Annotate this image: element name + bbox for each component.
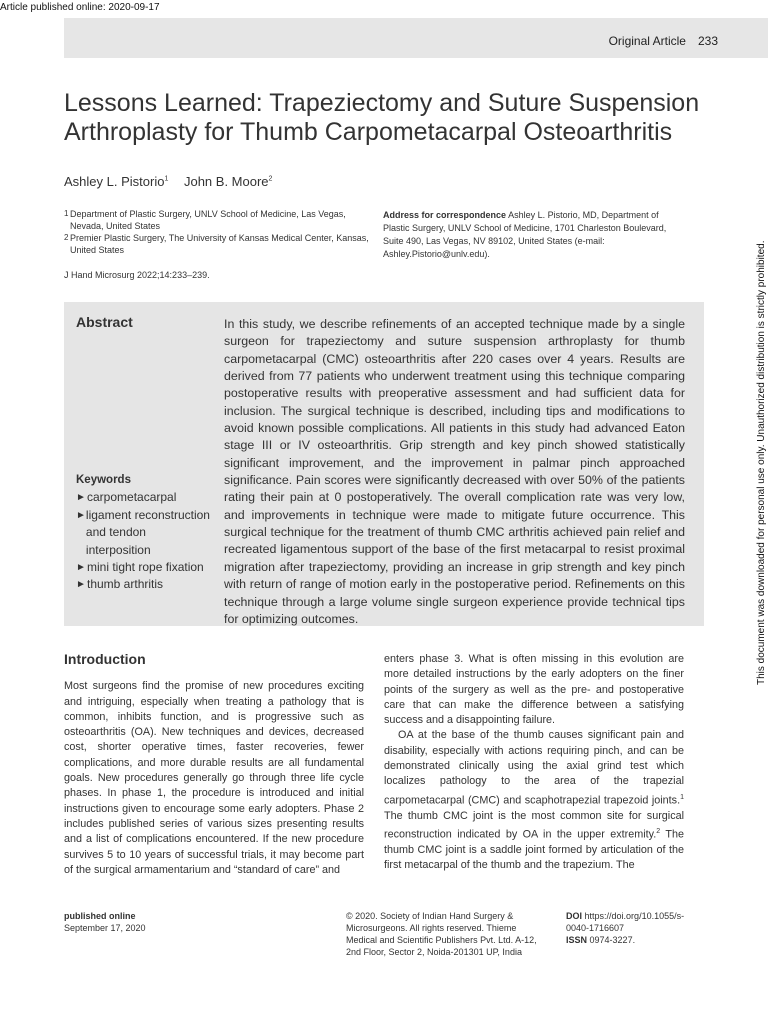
doi-label: DOI xyxy=(566,911,583,921)
body-column-right xyxy=(384,652,684,873)
keyword-item[interactable] xyxy=(76,559,211,576)
affiliation-number: 2 xyxy=(64,233,69,242)
footer-published xyxy=(64,910,146,934)
keyword-text: carpometacarpal xyxy=(87,490,177,505)
reference-marker[interactable]: 1 xyxy=(680,793,684,801)
affiliations xyxy=(64,208,374,256)
keyword-text: mini tight rope fixation xyxy=(87,560,204,575)
affiliation-text: Premier Plastic Surgery, The University of Kansas Medical Center, Kansas, United States xyxy=(70,233,369,255)
keyword-item[interactable] xyxy=(76,576,211,593)
keywords-heading: Keywords xyxy=(76,474,131,486)
affiliation-number: 1 xyxy=(64,209,69,218)
arrow-right-icon: ► xyxy=(76,492,86,504)
body-paragraph xyxy=(384,728,684,873)
published-online-note: Article published online: 2020-09-17 xyxy=(0,2,160,13)
body-paragraph: enters phase 3. What is often missing in this evolution are more detailed instructions by the early adopters on the finer points of the surgery as well as the pre- and postoperative care that can make the difference between a satisfying success and a disappointing failure. xyxy=(384,653,684,727)
footer-identifiers xyxy=(566,910,706,946)
download-notice xyxy=(754,240,768,685)
paragraph-segment: The thumb CMC joint is a saddle joint formed by articulation of the first metacarpal of the thumb and the trapezium. The xyxy=(384,828,684,872)
section-label: Original Article xyxy=(608,34,686,48)
abstract-heading: Abstract xyxy=(76,314,133,330)
published-date: September 17, 2020 xyxy=(64,923,146,933)
author-affil-ref: 2 xyxy=(268,175,273,183)
correspondence-block xyxy=(383,209,683,261)
arrow-right-icon: ► xyxy=(76,562,86,574)
correspondence-text: Ashley L. Pistorio, MD, Department of Plastic Surgery, UNLV School of Medicine, 1701 Charleston Boulevard, Suite 490, Las Vegas, NV 89102, United States (e-mail: Ashley.Pistorio@unlv.edu). xyxy=(383,210,667,259)
paragraph-segment: The thumb CMC joint is the most common site for surgical reconstruction indicated by OA in the upper extremity. xyxy=(384,809,684,841)
running-header xyxy=(609,34,718,48)
author-name[interactable]: John B. Moore xyxy=(183,174,269,189)
issn-label: ISSN xyxy=(566,935,588,945)
author-name[interactable]: Ashley L. Pistorio xyxy=(64,174,165,189)
author-affil-ref: 1 xyxy=(164,175,169,183)
download-notice-text: This document was downloaded for personal use only. Unauthorized distribution is strictly prohibited. xyxy=(756,240,767,685)
abstract-text: In this study, we describe refinements of an accepted technique made by a single surgeon for trapeziectomy and suture suspension arthroplasty for thumb carpometacarpal (CMC) osteoarthritis after 220 cases over 4 years. Results are derived from 77 patients who underwent treatment using this technique comparing postoperative results with preoperative assessment and had sufficient data for inclusion. The surgical technique is described, including tips and modifications to avoid known possible complications. All patients in this study had advanced Eaton stage III or IV osteoarthritis. Grip strength and key pinch showed statistically significant improvement, and the improvement in palmar pinch approached significance. Pain scores were significantly decreased with over 50% of the patients rating their pain at 0 postoperatively. The overall complication rate was very low, and improvements in technique were made to mitigate future occurrence. This surgical technique for the treatment of thumb CMC arthritis achieved pain relief and recreated ligamentous support of the base of the first metacarpal to resist proximal migration after trapeziectomy, providing an increase in grip strength and key pinch with return of range of motion early in the postoperative period. Refinements on this technique through a large volume single surgeon experience provide technical tips for optimizing outcomes. xyxy=(224,317,685,626)
issn-value: 0974-3227. xyxy=(589,935,636,945)
keyword-text: ligament reconstruction and tendon interposition xyxy=(85,507,210,557)
journal-citation: J Hand Microsurg 2022;14:233–239. xyxy=(64,270,210,280)
keyword-text: thumb arthritis xyxy=(87,577,164,592)
article-title: Lessons Learned: Trapeziectomy and Suture Suspension Arthroplasty for Thumb Carpometacarpal Osteoarthritis xyxy=(64,88,700,146)
doi-link[interactable]: https://doi.org/10.1055/s-0040-1716607 xyxy=(566,911,685,933)
section-heading-introduction: Introduction xyxy=(64,651,146,667)
keyword-item[interactable] xyxy=(76,489,211,506)
author-list xyxy=(64,174,272,189)
paragraph-segment: OA at the base of the thumb causes significant pain and disability, especially with actions requiring pinch, and can be demonstrated clinically using the axial grind test which localizes pathology to the area of the trapezial carpometacarpal (CMC) and scaphotrapezial trapezoid joints. xyxy=(384,729,684,807)
reference-marker[interactable]: 2 xyxy=(656,827,661,835)
body-paragraph: Most surgeons find the promise of new procedures exciting and intriguing, especially when treating a pathology that is common, inhibits function, and is progressive such as osteoarthritis (OA). New techniques and devices, decreased cost, shorter operative times, faster recoveries, fewer complications, and more durable results are all fundamental goals. New procedures generally go through three life cycle phases. In phase 1, the procedure is introduced and initial instructions given to encourage some early adopters. Phase 2 includes published series of various sizes presenting results and a list of complications encountered. If the new procedure survives 5 to 10 years of successful trials, it may become part of the surgical armamentarium and “standard of care” and xyxy=(64,680,364,876)
arrow-right-icon: ► xyxy=(76,509,86,521)
keywords-list xyxy=(76,472,211,594)
footer-copyright: © 2020. Society of Indian Hand Surgery & Microsurgeons. All rights reserved. Thieme Medical and Scientific Publishers Pvt. Ltd. A-12, 2nd Floor, Sector 2, Noida-201301 UP, India xyxy=(346,911,537,957)
keyword-item[interactable] xyxy=(76,507,211,559)
affiliation-item xyxy=(64,232,374,256)
published-label: published online xyxy=(64,911,136,921)
affiliation-text: Department of Plastic Surgery, UNLV School of Medicine, Las Vegas, Nevada, United States xyxy=(70,209,346,231)
page-number: 233 xyxy=(697,34,718,48)
body-column-left xyxy=(64,648,364,878)
abstract-box xyxy=(64,302,704,626)
correspondence-label: Address for correspondence xyxy=(383,210,507,220)
affiliation-item xyxy=(64,208,374,232)
arrow-right-icon: ► xyxy=(76,579,86,591)
